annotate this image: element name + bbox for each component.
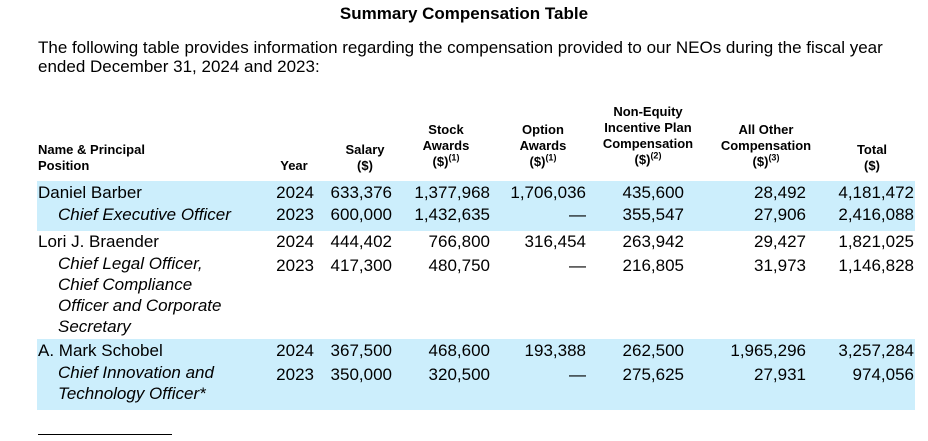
header-option-line3 xyxy=(503,154,583,170)
header-name-position xyxy=(38,142,145,174)
header-name-line1: Name & Principal xyxy=(38,142,145,157)
cell-salary: 633,376 xyxy=(330,183,392,202)
header-other-line2: Compensation xyxy=(720,138,812,153)
cell-year: 2024 xyxy=(276,232,314,251)
header-other-line1: All Other xyxy=(738,122,794,137)
cell-non-equity: 216,805 xyxy=(622,256,684,275)
header-total-line1: Total xyxy=(856,142,888,157)
cell-all-other: 28,492 xyxy=(754,183,806,202)
cell-total: 1,821,025 xyxy=(838,232,914,251)
officer-position-line: Chief Legal Officer, xyxy=(58,254,203,273)
cell-year: 2023 xyxy=(276,365,314,384)
officer-position-line: Chief Compliance xyxy=(58,275,193,294)
header-nonequity-unit: ($) xyxy=(634,152,651,167)
officer-name: Lori J. Braender xyxy=(38,232,159,251)
header-year xyxy=(274,158,314,174)
cell-total: 974,056 xyxy=(852,365,914,384)
cell-option-awards: — xyxy=(569,365,586,384)
footnote-ref-2[interactable]: (2) xyxy=(650,150,662,161)
cell-non-equity: 435,600 xyxy=(622,183,684,202)
officer-name: Daniel Barber xyxy=(38,183,142,202)
header-stock-line2: Awards xyxy=(422,138,470,153)
cell-total: 2,416,088 xyxy=(838,205,914,224)
officer-position: Chief Executive Officer xyxy=(58,205,231,224)
cell-option-awards: — xyxy=(569,205,586,224)
cell-non-equity: 355,547 xyxy=(622,205,684,224)
officer-position-line: Chief Innovation and xyxy=(58,363,214,382)
header-salary xyxy=(325,142,405,174)
cell-salary: 444,402 xyxy=(330,232,392,251)
header-nonequity-line3: Compensation xyxy=(602,136,694,151)
cell-salary: 417,300 xyxy=(330,256,392,275)
header-option-awards xyxy=(503,122,583,170)
officer-position-line: Officer and Corporate xyxy=(58,296,222,315)
officer-position-line: Technology Officer* xyxy=(58,384,206,403)
header-option-unit: ($) xyxy=(529,154,546,169)
table-title: Summary Compensation Table xyxy=(339,4,589,23)
header-year-label: Year xyxy=(280,158,308,173)
cell-salary: 350,000 xyxy=(330,365,392,384)
footnote-ref-1[interactable]: (1) xyxy=(545,152,557,163)
header-all-other xyxy=(710,122,822,170)
cell-stock-awards: 766,800 xyxy=(428,232,490,251)
header-stock-line3 xyxy=(406,154,486,170)
header-total-line2: ($) xyxy=(864,158,880,173)
officer-name: A. Mark Schobel xyxy=(38,341,163,360)
cell-all-other: 27,906 xyxy=(754,205,806,224)
cell-total: 4,181,472 xyxy=(838,183,914,202)
cell-stock-awards: 1,432,635 xyxy=(414,205,490,224)
intro-paragraph: The following table provides information regarding the compensation provided to our NEOs during the fiscal year ended December 31, 2024 and 2023: xyxy=(38,38,883,76)
cell-option-awards: 193,388 xyxy=(524,341,586,360)
header-nonequity-line4 xyxy=(592,152,704,168)
header-option-line1: Option xyxy=(522,122,564,137)
header-nonequity-line1: Non-Equity xyxy=(613,104,683,119)
footnote-divider xyxy=(38,434,172,435)
cell-non-equity: 275,625 xyxy=(622,365,684,384)
cell-year: 2024 xyxy=(276,183,314,202)
header-total xyxy=(836,142,908,174)
footnote-ref-1[interactable]: (1) xyxy=(448,152,460,163)
cell-stock-awards: 480,750 xyxy=(428,256,490,275)
cell-option-awards: — xyxy=(569,256,586,275)
officer-position-line: Secretary xyxy=(58,317,131,336)
cell-option-awards: 1,706,036 xyxy=(510,183,586,202)
header-other-line3 xyxy=(710,154,822,170)
cell-total: 3,257,284 xyxy=(838,341,914,360)
cell-all-other: 27,931 xyxy=(754,365,806,384)
cell-year: 2023 xyxy=(276,205,314,224)
cell-all-other: 1,965,296 xyxy=(730,341,806,360)
cell-stock-awards: 320,500 xyxy=(428,365,490,384)
header-stock-unit: ($) xyxy=(432,154,449,169)
cell-all-other: 29,427 xyxy=(754,232,806,251)
footnote-ref-3[interactable]: (3) xyxy=(768,152,780,163)
cell-stock-awards: 1,377,968 xyxy=(414,183,490,202)
header-option-line2: Awards xyxy=(519,138,567,153)
header-name-line2: Position xyxy=(38,158,90,173)
header-salary-line1: Salary xyxy=(345,142,385,157)
cell-option-awards: 316,454 xyxy=(524,232,586,251)
cell-year: 2024 xyxy=(276,341,314,360)
cell-non-equity: 262,500 xyxy=(622,341,684,360)
header-stock-line1: Stock xyxy=(428,122,464,137)
cell-year: 2023 xyxy=(276,256,314,275)
cell-total: 1,146,828 xyxy=(838,256,914,275)
header-stock-awards xyxy=(406,122,486,170)
cell-salary: 367,500 xyxy=(330,341,392,360)
header-nonequity-line2: Incentive Plan xyxy=(604,120,692,135)
header-other-unit: ($) xyxy=(752,154,769,169)
cell-stock-awards: 468,600 xyxy=(428,341,490,360)
cell-all-other: 31,973 xyxy=(754,256,806,275)
header-salary-line2: ($) xyxy=(357,158,373,173)
cell-salary: 600,000 xyxy=(330,205,392,224)
cell-non-equity: 263,942 xyxy=(622,232,684,251)
header-non-equity xyxy=(592,104,704,168)
